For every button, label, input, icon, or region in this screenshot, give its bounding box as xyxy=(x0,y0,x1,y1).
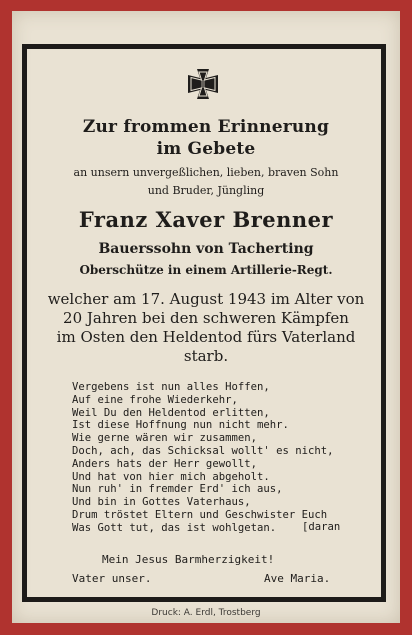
poem-line: Und hat von hier mich abgeholt. xyxy=(72,470,270,483)
text-line-4: starb. xyxy=(183,347,229,365)
poem-line: Ist diese Hoffnung nun nicht mehr. xyxy=(72,419,289,432)
intro-line-2: und Bruder, Jüngling xyxy=(147,184,265,197)
text-line-1: welcher am 17. August 1943 im Alter von xyxy=(47,290,365,308)
poem-line: Drum tröstet Eltern und Geschwister Euch xyxy=(72,508,328,521)
deceased-name: Franz Xaver Brenner xyxy=(78,207,334,232)
prayer-main: Mein Jesus Barmherzigkeit! xyxy=(102,553,275,566)
military-rank: Oberschütze in einem Artillerie-Regt. xyxy=(79,263,333,277)
text-line-2: 20 Jahren bei den schweren Kämpfen xyxy=(63,309,349,327)
prayer-left: Vater unser. xyxy=(72,572,152,585)
poem-line: Was Gott tut, das ist wohlgetan. xyxy=(72,521,277,534)
poem-overflow: [daran xyxy=(302,521,341,533)
poem-line: Auf eine frohe Wiederkehr, xyxy=(72,393,238,406)
heading-line-1: Zur frommen Erinnerung xyxy=(82,117,330,137)
poem-line: Anders hats der Herr gewollt, xyxy=(72,457,257,470)
iron-cross-icon xyxy=(186,67,220,101)
prayer-right: Ave Maria. xyxy=(264,572,331,585)
poem-line: Nun ruh' in fremder Erd' ich aus, xyxy=(72,483,283,496)
printer-credit: Druck: A. Erdl, Trostberg xyxy=(151,608,261,618)
poem-line: Vergebens ist nun alles Hoffen, xyxy=(72,381,270,393)
poem-line: Wie gerne wären wir zusammen, xyxy=(72,432,257,445)
intro-line-1: an unsern unvergeßlichen, lieben, braven Sohn xyxy=(73,166,339,179)
subtitle-origin: Bauerssohn von Tacherting xyxy=(98,241,314,257)
text-line-3: im Osten den Heldentod fürs Vaterland xyxy=(56,328,356,346)
poem-line: Und bin in Gottes Vaterhaus, xyxy=(72,496,251,509)
poem-line: Doch, ach, das Schicksal wollt' es nicht, xyxy=(72,444,334,457)
heading-line-2: im Gebete xyxy=(156,139,256,159)
poem-line: Weil Du den Heldentod erlitten, xyxy=(72,406,270,419)
poem xyxy=(72,381,362,535)
